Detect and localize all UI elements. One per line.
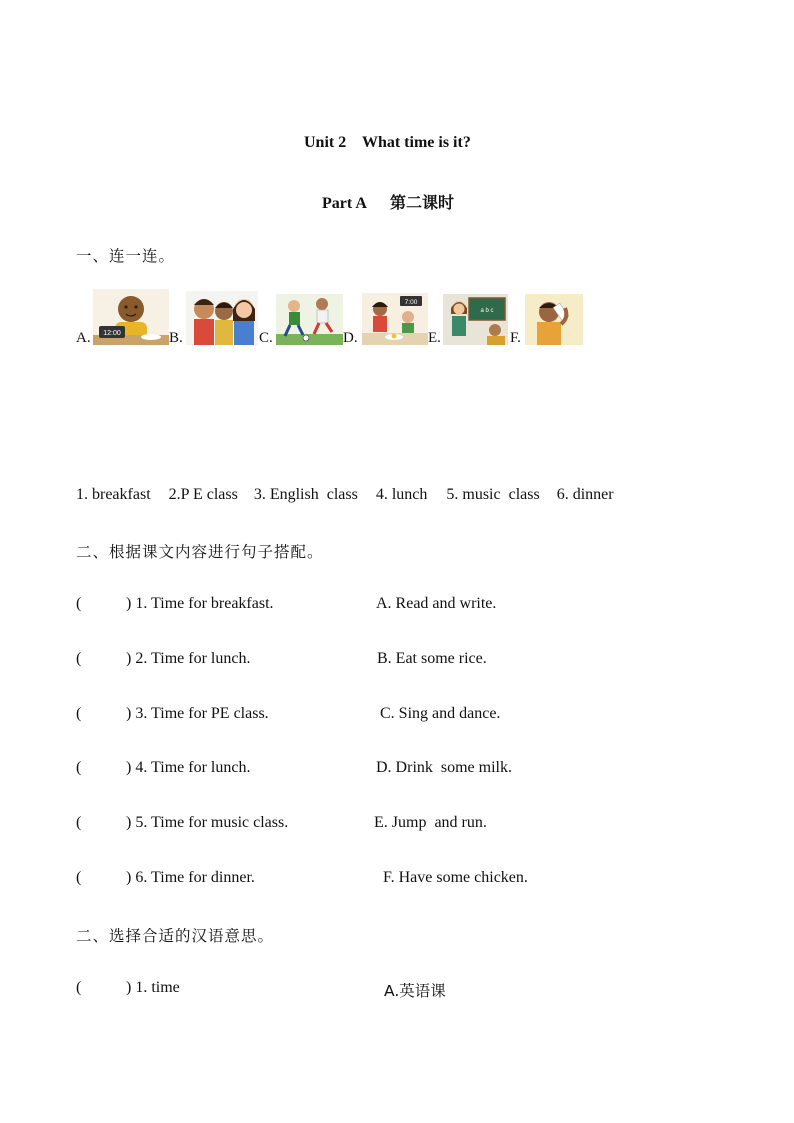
answer-blank-open[interactable]: ( [76, 869, 82, 886]
picture-e-board-text: a b c [480, 308, 494, 314]
word-item: 4. lunch [375, 486, 428, 503]
match-answer: E. Jump and run. [374, 814, 487, 831]
word-item: 5. music class [446, 486, 540, 503]
match-row-5 [76, 814, 676, 834]
match-row-1 [76, 595, 676, 615]
translate-row-1 [76, 979, 676, 999]
match-question: ) 6. Time for dinner. [126, 869, 255, 886]
section-3-heading: 二、选择合适的汉语意思。 [76, 927, 275, 945]
section-2-heading: 二、根据课文内容进行句子搭配。 [76, 543, 324, 561]
match-answer: D. Drink some milk. [376, 759, 512, 776]
picture-b-label: B. [169, 330, 183, 346]
translate-answer: A.英语课 [384, 982, 446, 1000]
match-answer: B. Eat some rice. [377, 650, 487, 667]
picture-a-boy-eating [93, 289, 169, 345]
match-row-3 [76, 705, 676, 725]
picture-c-boys-running [276, 294, 343, 345]
picture-e-teacher-class [443, 294, 508, 345]
match-row-4 [76, 759, 676, 779]
answer-blank-open[interactable]: ( [76, 759, 82, 776]
picture-a-label: A. [76, 330, 91, 346]
answer-blank-open[interactable]: ( [76, 595, 82, 612]
picture-f-boy-drinking-milk [525, 294, 583, 345]
worksheet-subtitle: Part A 第二课时 [322, 195, 454, 212]
match-answer: F. Have some chicken. [383, 869, 528, 886]
match-question: ) 3. Time for PE class. [126, 705, 269, 722]
picture-f-label: F. [510, 330, 521, 346]
match-row-6 [76, 869, 676, 889]
word-item: 3. English class [253, 486, 358, 503]
word-item: 6. dinner [556, 486, 614, 503]
translate-question: ) 1. time [126, 979, 180, 996]
match-row-2 [76, 650, 676, 670]
match-question: ) 4. Time for lunch. [126, 759, 251, 776]
answer-blank-open[interactable]: ( [76, 979, 82, 996]
word-item: 1. breakfast [76, 486, 151, 503]
picture-d-family-breakfast [362, 293, 428, 345]
answer-blank-open[interactable]: ( [76, 705, 82, 722]
picture-b-children-singing [186, 291, 258, 345]
worksheet-title: Unit 2 What time is it? [304, 134, 471, 151]
section-1-heading: 一、连一连。 [76, 247, 176, 265]
word-item: 2.P E class [168, 486, 238, 503]
match-question: ) 2. Time for lunch. [126, 650, 251, 667]
match-answer: A. Read and write. [376, 595, 497, 612]
picture-c-label: C. [259, 330, 273, 346]
match-question: ) 1. Time for breakfast. [126, 595, 274, 612]
picture-e-label: E. [428, 330, 441, 346]
answer-blank-open[interactable]: ( [76, 650, 82, 667]
word-list [76, 486, 614, 504]
picture-d-label: D. [343, 330, 358, 346]
picture-a-clock-text: 12:00 [103, 330, 121, 337]
match-answer: C. Sing and dance. [380, 705, 501, 722]
match-question: ) 5. Time for music class. [126, 814, 289, 831]
answer-blank-open[interactable]: ( [76, 814, 82, 831]
picture-d-clock-text: 7:00 [404, 299, 418, 306]
